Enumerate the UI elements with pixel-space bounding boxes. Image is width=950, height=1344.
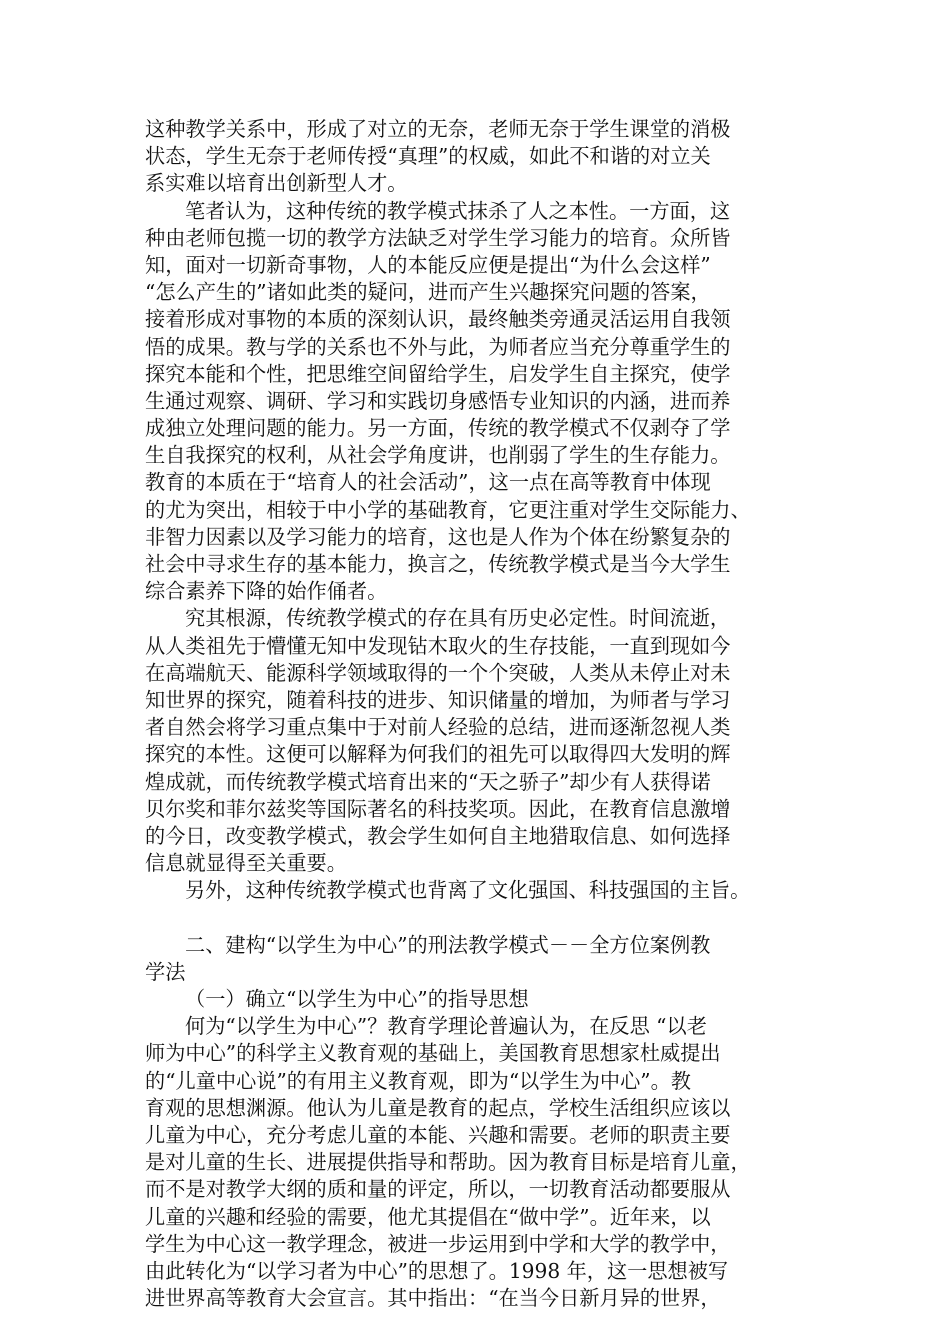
text-line: 综合素养下降的始作俑者。	[145, 579, 388, 604]
text-line: 者自然会将学习重点集中于对前人经验的总结，进而逐渐忽视人类	[145, 715, 731, 740]
text-line: 的今日，改变教学模式，教会学生如何自主地猎取信息、如何选择	[145, 823, 731, 848]
text-line: 教育的本质在于“培育人的社会活动”，这一点在高等教育中体现	[145, 470, 711, 495]
text-line: 学生为中心这一教学理念，被进一步运用到中学和大学的教学中，	[145, 1231, 731, 1256]
text-line: 状态，学生无奈于老师传授“真理”的权威，如此不和谐的对立关	[145, 144, 711, 169]
text-line: “怎么产生的”诸如此类的疑问，进而产生兴趣探究问题的答案，	[145, 280, 711, 305]
text-line: 这种教学关系中，形成了对立的无奈，老师无奈于学生课堂的消极	[145, 117, 731, 141]
paragraph-3	[145, 605, 810, 877]
blank-line	[145, 904, 810, 931]
text-line: 在高端航天、能源科学领域取得的一个个突破，人类从未停止对未	[145, 660, 731, 685]
text-line: 育观的思想渊源。他认为儿童是教育的起点，学校生活组织应该以	[145, 1095, 731, 1120]
text-line: 接着形成对事物的本质的深刻认识，最终触类旁通灵活运用自我领	[145, 307, 731, 332]
text-line: 知世界的探究，随着科技的进步、知识储量的增加，为师者与学习	[145, 687, 731, 712]
text-line: 儿童为中心，充分考虑儿童的本能、兴趣和需要。老师的职责主要	[145, 1122, 731, 1147]
text-line: 探究本能和个性，把思维空间留给学生，启发学生自主探究，使学	[145, 361, 731, 386]
section-heading-line: 二、建构“以学生为中心”的刑法教学模式－－全方位案例教	[185, 932, 711, 957]
document-page	[145, 116, 810, 1312]
text-line: 何为“以学生为中心”？教育学理论普遍认为，在反思 “以老	[185, 1014, 707, 1039]
text-line: 的“儿童中心说”的有用主义教育观，即为“以学生为中心”。教	[145, 1068, 691, 1093]
text-line: 而不是对教学大纲的质和量的评定，所以，一切教育活动都要服从	[145, 1177, 731, 1202]
text-line: 探究的本性。这便可以解释为何我们的祖先可以取得四大发明的辉	[145, 742, 731, 767]
paragraph-5	[145, 1013, 810, 1312]
text-line: 另外，这种传统教学模式也背离了文化强国、科技强国的主旨。	[185, 878, 751, 903]
text-line: 儿童的兴趣和经验的需要，他尤其提倡在“做中学”。近年来，以	[145, 1204, 711, 1229]
text-line: 是对儿童的生长、进展提供指导和帮助。因为教育目标是培育儿童，	[145, 1150, 751, 1175]
section-heading	[145, 932, 810, 986]
text-line: 成独立处理问题的能力。另一方面，传统的教学模式不仅剥夺了学	[145, 416, 731, 441]
paragraph-2	[145, 198, 810, 606]
subsection-heading: （一）确立“以学生为中心”的指导思想	[185, 987, 529, 1011]
text-line: 贝尔奖和菲尔兹奖等国际著名的科技奖项。因此，在教育信息激增	[145, 796, 731, 821]
text-line: 社会中寻求生存的基本能力，换言之，传统教学模式是当今大学生	[145, 552, 731, 576]
text-line: 非智力因素以及学习能力的培育，这也是人作为个体在纷繁复杂的	[145, 524, 731, 549]
text-line: 煌成就，而传统教学模式培育出来的“天之骄子”却少有人获得诺	[145, 769, 711, 794]
text-line: 师为中心”的科学主义教育观的基础上，美国教育思想家杜威提出	[145, 1041, 721, 1066]
section-heading-line: 学法	[145, 959, 186, 984]
text-line: 笔者认为，这种传统的教学模式抹杀了人之本性。一方面，这	[185, 198, 731, 223]
text-line: 由此转化为“以学习者为中心”的思想了。1998 年，这一思想被写	[145, 1258, 729, 1283]
text-line: 生通过观察、调研、学习和实践切身感悟专业知识的内涵，进而养	[145, 388, 731, 413]
text-line: 种由老师包揽一切的教学方法缺乏对学生学习能力的培育。众所皆	[145, 225, 731, 250]
text-line: 进世界高等教育大会宣言。其中指出：“在当今日新月异的世界，	[145, 1286, 721, 1311]
text-line: 的尤为突出，相较于中小学的基础教育，它更注重对学生交际能力、	[145, 497, 751, 522]
text-line: 究其根源，传统教学模式的存在具有历史必定性。时间流逝，	[185, 606, 731, 631]
text-line: 生自我探究的权利，从社会学角度讲，也削弱了学生的生存能力。	[145, 443, 731, 468]
text-line: 悟的成果。教与学的关系也不外与此，为师者应当充分尊重学生的	[145, 334, 731, 359]
paragraph-4	[145, 877, 810, 904]
text-line: 信息就显得至关重要。	[145, 851, 347, 876]
text-line: 从人类祖先于懵懂无知中发现钻木取火的生存技能，一直到现如今	[145, 633, 731, 658]
paragraph-1	[145, 116, 810, 198]
text-line: 知，面对一切新奇事物，人的本能反应便是提出“为什么会这样”	[145, 252, 711, 277]
text-line: 系实难以培育出创新型人才。	[145, 171, 408, 196]
